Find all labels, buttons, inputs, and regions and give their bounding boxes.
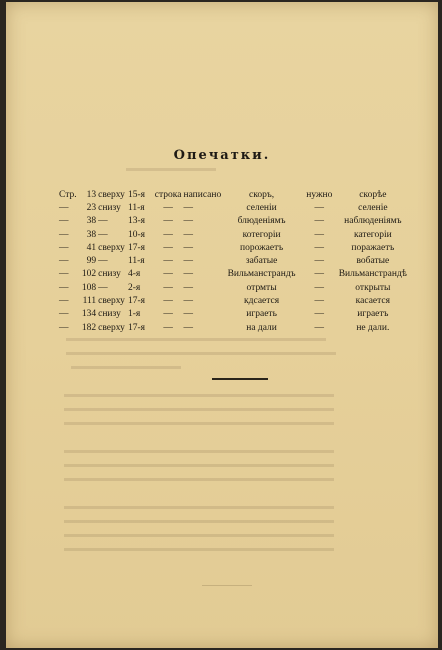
- cell-d2: —: [183, 256, 193, 267]
- bleed-through-text: ▬▬▬▬▬▬▬▬▬: [126, 163, 216, 174]
- cell-wrong: Вильманстрандъ: [227, 269, 296, 280]
- cell-pos: —: [98, 229, 108, 240]
- cell-wrong: блюденiямъ: [237, 216, 286, 227]
- table-row: [58, 294, 408, 307]
- cell-d1: —: [163, 242, 173, 253]
- header-wrong: скоръ,: [249, 189, 275, 200]
- bleed-through-text: ▬▬▬▬▬▬▬▬▬▬▬▬▬▬▬▬▬▬▬▬▬▬▬▬▬▬▬ ▬▬▬▬▬▬▬▬▬▬▬▬▬▬▬▬▬▬▬▬▬▬▬▬▬▬▬ ▬▬▬▬▬▬▬▬▬▬▬▬▬▬▬▬▬▬▬▬▬▬▬▬▬▬▬ ▬▬▬▬▬▬▬▬▬▬▬▬▬▬▬▬▬▬▬▬▬▬▬▬▬▬▬ ▬▬▬▬▬▬▬▬▬▬▬▬▬▬▬▬▬▬▬▬▬▬▬▬▬▬▬ ▬▬▬▬▬▬▬▬▬▬▬▬▬▬▬▬▬▬▬▬▬▬▬▬▬▬▬ ▬▬▬▬▬▬▬▬▬▬▬▬▬▬▬▬▬▬▬▬▬▬▬▬▬▬▬ ▬▬▬▬▬▬▬▬▬▬▬▬▬▬▬▬▬▬▬▬▬▬▬▬▬▬▬ ▬▬▬▬▬▬▬▬▬▬▬▬▬▬▬▬▬▬▬▬▬▬▬▬▬▬▬ ▬▬▬▬▬▬▬▬▬▬▬▬▬▬▬▬▬▬▬▬▬▬▬▬▬▬▬: [64, 389, 334, 554]
- table-row: [58, 268, 408, 281]
- cell-page: —: [59, 269, 69, 280]
- table-header-row: [58, 188, 408, 201]
- cell-d1: —: [163, 296, 173, 307]
- cell-pos: —: [98, 216, 108, 227]
- cell-d3: —: [314, 229, 325, 240]
- cell-num: 102: [81, 269, 97, 280]
- cell-d1: —: [163, 256, 173, 267]
- book-page: [6, 2, 438, 648]
- cell-pos: сверху: [98, 296, 125, 307]
- cell-page: —: [59, 216, 69, 227]
- cell-wrong: котегорiи: [242, 229, 281, 240]
- table-row: [58, 201, 408, 214]
- cell-d2: —: [183, 242, 193, 253]
- header-word: строка: [154, 189, 182, 200]
- cell-d2: —: [183, 282, 193, 293]
- cell-right: категорiи: [353, 229, 392, 240]
- cell-d2: —: [183, 296, 193, 307]
- cell-line: 17-я: [127, 242, 145, 253]
- header-written: написано: [183, 189, 222, 200]
- table-row: [58, 241, 408, 254]
- cell-num: 134: [81, 309, 97, 320]
- table-row: [58, 321, 408, 334]
- cell-wrong: кдсается: [244, 296, 280, 307]
- cell-d1: —: [163, 322, 173, 333]
- cell-d2: —: [183, 229, 193, 240]
- cell-d3: —: [314, 296, 325, 307]
- cell-right: наблюденiямъ: [344, 216, 402, 227]
- cell-page: —: [59, 282, 69, 293]
- cell-page: —: [59, 242, 69, 253]
- cell-right: играетъ: [357, 309, 389, 320]
- cell-d3: —: [314, 242, 325, 253]
- cell-num: 23: [86, 202, 97, 213]
- cell-pos: —: [98, 256, 108, 267]
- cell-page: —: [59, 309, 69, 320]
- cell-right: касается: [355, 296, 390, 307]
- header-pos: сверху: [98, 189, 125, 200]
- cell-num: 41: [86, 242, 97, 253]
- cell-line: 1-я: [127, 309, 141, 320]
- cell-pos: сверху: [98, 322, 125, 333]
- cell-d3: —: [314, 322, 325, 333]
- cell-page: —: [59, 202, 69, 213]
- cell-right: Вильманстрандѣ: [338, 269, 407, 280]
- cell-d3: —: [314, 309, 325, 320]
- cell-pos: сверху: [98, 242, 125, 253]
- cell-d2: —: [183, 309, 193, 320]
- table-row: [58, 308, 408, 321]
- cell-wrong: забатые: [245, 256, 278, 267]
- cell-d2: —: [183, 322, 193, 333]
- header-page: Стр.: [59, 189, 77, 200]
- section-rule: [212, 378, 268, 380]
- cell-right: селенiе: [358, 202, 388, 213]
- cell-d1: —: [163, 269, 173, 280]
- cell-d1: —: [163, 282, 173, 293]
- header-right: скорѣе: [359, 189, 387, 200]
- cell-line: 10-я: [127, 229, 145, 240]
- cell-line: 13-я: [127, 216, 145, 227]
- faint-rule: [202, 585, 252, 586]
- header-need: нужно: [306, 189, 333, 200]
- cell-line: 11-я: [127, 256, 145, 267]
- cell-right: не дали.: [356, 322, 390, 333]
- cell-d3: —: [314, 282, 325, 293]
- cell-right: поражаетъ: [351, 242, 395, 253]
- cell-num: 111: [82, 296, 97, 307]
- cell-num: 38: [86, 216, 97, 227]
- cell-line: 2-я: [127, 282, 141, 293]
- cell-wrong: селенiи: [246, 202, 277, 213]
- table-row: [58, 254, 408, 267]
- header-line: 15-я: [127, 189, 145, 200]
- cell-d1: —: [163, 216, 173, 227]
- table-row: [58, 281, 408, 294]
- cell-pos: снизу: [98, 202, 121, 213]
- cell-num: 108: [81, 282, 97, 293]
- cell-d3: —: [314, 216, 325, 227]
- cell-d1: —: [163, 202, 173, 213]
- cell-num: 99: [86, 256, 97, 267]
- cell-d1: —: [163, 309, 173, 320]
- header-num: 13: [86, 189, 97, 200]
- cell-d1: —: [163, 229, 173, 240]
- cell-num: 182: [81, 322, 97, 333]
- table-row: [58, 215, 408, 228]
- table-row: [58, 228, 408, 241]
- page-title: Опечатки.: [173, 148, 271, 163]
- cell-line: 17-я: [127, 322, 145, 333]
- cell-d2: —: [183, 269, 193, 280]
- cell-wrong: на дали: [246, 322, 277, 333]
- cell-wrong: порожаетъ: [239, 242, 284, 253]
- cell-d2: —: [183, 216, 193, 227]
- cell-d3: —: [314, 202, 325, 213]
- cell-line: 4-я: [127, 269, 141, 280]
- cell-line: 17-я: [127, 296, 145, 307]
- cell-wrong: отрмты: [246, 282, 277, 293]
- cell-right: вобатые: [356, 256, 390, 267]
- cell-d3: —: [314, 269, 325, 280]
- cell-page: —: [59, 256, 69, 267]
- cell-page: —: [59, 296, 69, 307]
- bleed-through-text: ▬▬▬▬▬▬▬▬▬▬▬▬▬▬▬▬▬▬▬▬▬▬▬▬▬▬ ▬▬▬▬▬▬▬▬▬▬▬▬▬▬▬▬▬▬▬▬▬▬▬▬▬▬▬ ▬▬▬▬▬▬▬▬▬▬▬: [66, 333, 336, 372]
- cell-d2: —: [183, 202, 193, 213]
- cell-page: —: [59, 229, 69, 240]
- cell-num: 38: [86, 229, 97, 240]
- errata-table: [58, 188, 408, 334]
- cell-d3: —: [314, 256, 325, 267]
- cell-pos: —: [98, 282, 108, 293]
- cell-line: 11-я: [127, 202, 145, 213]
- cell-page: —: [59, 322, 69, 333]
- cell-pos: снизу: [98, 309, 121, 320]
- cell-wrong: играеть: [246, 309, 277, 320]
- cell-pos: снизу: [98, 269, 121, 280]
- cell-right: открыты: [355, 282, 391, 293]
